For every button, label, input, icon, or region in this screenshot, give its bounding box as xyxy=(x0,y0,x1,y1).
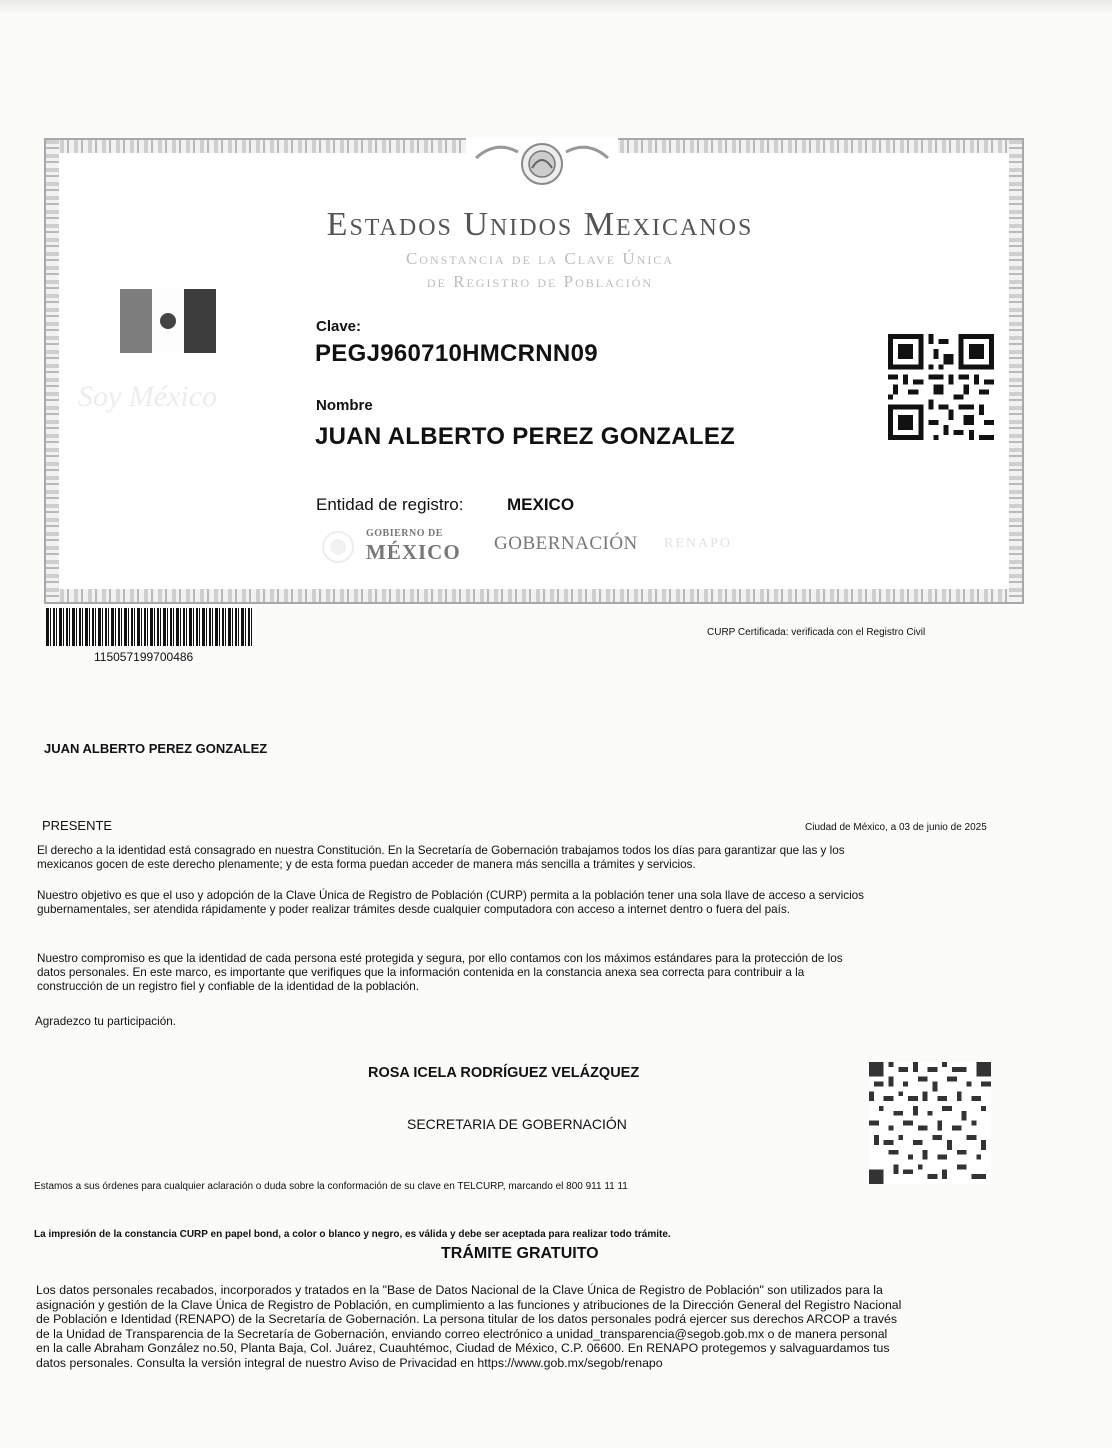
letter-paragraph-2 xyxy=(37,889,1027,917)
clave-value: PEGJ960710HMCRNN09 xyxy=(315,340,598,367)
gobierno-emblem-icon xyxy=(318,529,358,565)
qr-code-icon xyxy=(888,334,994,440)
paragraph-line: Nuestro objetivo es que el uso y adopción de la Clave Única de Registro de Población (CURP) permita a la población tener una sola llave de acceso a servicios xyxy=(37,889,865,902)
renapo-logo: RENAPO xyxy=(664,536,733,551)
paragraph-line: El derecho a la identidad está consagrado en nuestra Constitución. En la Secretaría de Gobernación trabajamos todos los días para garantizar que las y los xyxy=(37,844,845,857)
privacy-notice xyxy=(36,1283,1024,1370)
scan-top-shadow xyxy=(0,0,1112,14)
privacy-line: en la calle Abraham González no.50, Planta Baja, Col. Juárez, Cuauhtémoc, Ciudad de México, C.P. 06600. En RENAPO protegemos y salvaguardamos tus xyxy=(36,1341,890,1355)
signer-title: SECRETARIA DE GOBERNACIÓN xyxy=(407,1116,627,1132)
impresion-note: La impresión de la constancia CURP en papel bond, a color o blanco y negro, es válida y debe ser aceptada para realizar todo trámite. xyxy=(34,1229,671,1240)
nombre-label: Nombre xyxy=(316,397,373,414)
mexico-flag-icon xyxy=(120,289,216,353)
privacy-line: Los datos personales recabados, incorporados y tratados en la "Base de Datos Nacional de la Clave Única de Registro de Población" son utilizados para la xyxy=(36,1283,883,1297)
paragraph-line: gubernamentales, ser atendida rápidamente y poder realizar trámites desde cualquier computadora con acceso a internet dentro o fuera del país. xyxy=(37,903,790,916)
paragraph-line: Nuestro compromiso es que la identidad de cada persona esté protegida y segura, por ello contamos con los máximos estándares para la protección de los xyxy=(37,952,843,965)
privacy-line: asignación y gestión de la Clave Única de Registro de Población, en cumplimiento a las funciones y atribuciones de la Dirección General del Registro Nacional xyxy=(36,1297,902,1312)
letter-greeting: PRESENTE xyxy=(42,818,113,833)
telcurp-note: Estamos a sus órdenes para cualquier aclaración o duda sobre la conformación de su clave en TELCURP, marcando el 800 911 11 11 xyxy=(34,1181,628,1192)
soy-mexico-watermark: Soy México xyxy=(78,380,218,413)
barcode-number: 115057199700486 xyxy=(94,650,194,664)
certificate-subtitle-line2: de Registro de Población xyxy=(426,272,654,291)
letter-paragraph-1 xyxy=(37,844,1027,872)
privacy-line: datos personales. Consulta la versión integral de nuestro Aviso de Privacidad en https://www.gob.mx/segob/renapo xyxy=(36,1355,663,1370)
tramite-gratuito: TRÁMITE GRATUITO xyxy=(441,1245,599,1262)
letter-addressee: JUAN ALBERTO PEREZ GONZALEZ xyxy=(44,741,268,756)
country-title: Estados Unidos Mexicanos xyxy=(326,206,754,243)
letter-date: Ciudad de México, a 03 de junio de 2025 xyxy=(805,822,987,833)
letter-thanks: Agradezco tu participación. xyxy=(35,1015,176,1028)
frame-border-bottom xyxy=(46,589,1022,602)
paragraph-line: datos personales. En este marco, es importante que verifiques que la información contenida en la constancia anexa sea correcta para contribuir a la xyxy=(37,966,805,979)
signer-name: ROSA ICELA RODRÍGUEZ VELÁZQUEZ xyxy=(368,1065,640,1081)
gobierno-logo-line1: GOBIERNO DE xyxy=(366,528,443,539)
barcode xyxy=(46,608,252,646)
gobernacion-logo: GOBERNACIÓN xyxy=(494,533,638,554)
qr-code-2-icon xyxy=(869,1062,991,1184)
gobierno-logo-line2: MÉXICO xyxy=(366,540,461,564)
frame-border-right xyxy=(1009,140,1022,602)
privacy-line: de Población e Identidad (RENAPO) de la Secretaría de Gobernación. La persona titular de los datos personales podrá ejercer sus derechos ARCOP a través xyxy=(36,1312,898,1326)
curp-certificada-note: CURP Certificada: verificada con el Registro Civil xyxy=(707,627,926,638)
paragraph-line: construcción de un registro fiel y confiable de la identidad de la población. xyxy=(37,980,420,993)
certificate-subtitle-line1: Constancia de la Clave Única xyxy=(405,249,675,268)
national-seal-icon xyxy=(466,138,618,186)
entidad-value: MEXICO xyxy=(507,495,575,514)
paragraph-line: mexicanos gocen de este derecho plenamente; y de esta forma puedan acceder de manera más sencilla a trámites y servicios. xyxy=(37,858,696,871)
nombre-value: JUAN ALBERTO PEREZ GONZALEZ xyxy=(315,423,736,450)
clave-label: Clave: xyxy=(316,318,362,335)
entidad-label: Entidad de registro: xyxy=(316,495,464,514)
letter-paragraph-3 xyxy=(37,952,1027,994)
frame-border-left xyxy=(46,140,59,602)
privacy-line: de la Unidad de Transparencia de la Secretaría de Gobernación, enviando correo electrónico a unidad_transparencia@segob.gob.mx o de manera personal xyxy=(36,1326,888,1341)
